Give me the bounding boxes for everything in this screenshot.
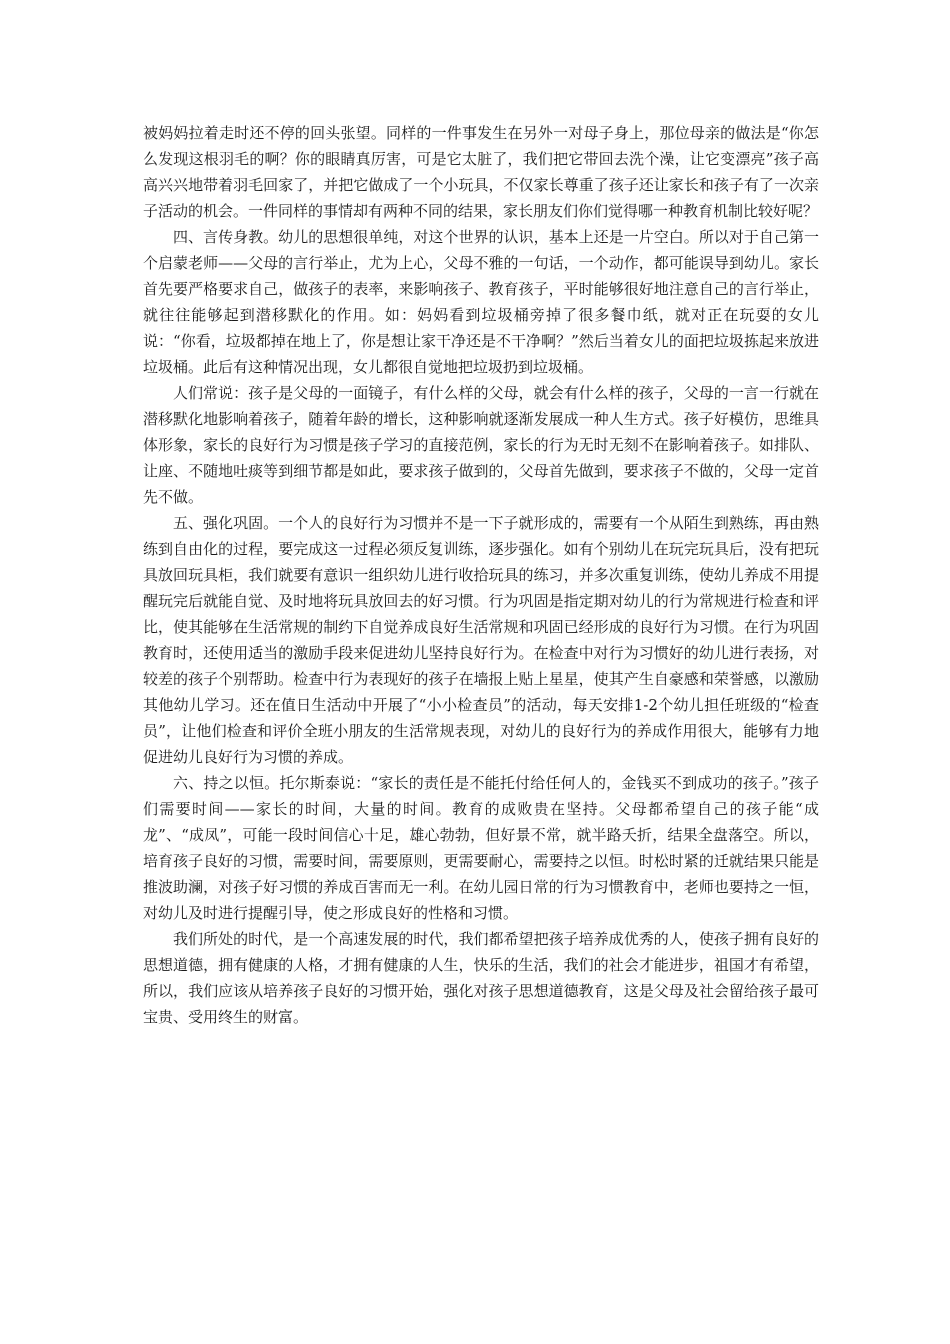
paragraph-section-six: 六、持之以恒。托尔斯泰说：“家长的责任是不能托付给任何人的，金钱买不到成功的孩子。”孩子们需要时间——家长的时间，大量的时间。教育的成败贵在坚持。父母都希望自己的孩子能“成龙”、“成凤”，可能一段时间信心十足，雄心勃勃，但好景不常，就半路夭折，结果全盘落空。所以，培育孩子良好的习惯，需要时间，需要原则，更需要耐心，需要持之以恒。时松时紧的迁就结果只能是推波助澜，对孩子好习惯的养成百害而无一利。在幼儿园日常的行为习惯教育中，老师也要持之一恒，对幼儿及时进行提醒引导，使之形成良好的性格和习惯。: [143, 774, 819, 922]
paragraph-conclusion: 我们所处的时代，是一个高速发展的时代，我们都希望把孩子培养成优秀的人，使孩子拥有良好的思想道德，拥有健康的人格，才拥有健康的人生，快乐的生活，我们的社会才能进步，祖国才有希望，所以，我们应该从培养孩子良好的习惯开始，强化对孩子思想道德教育，这是父母及社会留给孩子最可宝贵、受用终生的财富。: [143, 930, 819, 1026]
document-page: [143, 120, 819, 1030]
paragraph-section-five: 五、强化巩固。一个人的良好行为习惯并不是一下子就形成的，需要有一个从陌生到熟练，再由熟练到自由化的过程，要完成这一过程必须反复训练，逐步强化。如有个别幼儿在玩完玩具后，没有把玩具放回玩具柜，我们就要有意识一组织幼儿进行收拾玩具的练习，并多次重复训练，使幼儿养成不用提醒玩完后就能自觉、及时地将玩具放回去的好习惯。行为巩固是指定期对幼儿的行为常规进行检查和评比，使其能够在生活常规的制约下自觉养成良好生活常规和巩固已经形成的良好行为习惯。在行为巩固教育时，还使用适当的激励手段来促进幼儿坚持良好行为。在检查中对行为习惯好的幼儿进行表扬，对较差的孩子个别帮助。检查中行为表现好的孩子在墙报上贴上星星，使其产生自豪感和荣誉感，以激励其他幼儿学习。还在值日生活动中开展了“小小检查员”的活动，每天安排1-2个幼儿担任班级的“检查员”，让他们检查和评价全班小朋友的生活常规表现，对幼儿的良好行为的养成作用很大，能够有力地促进幼儿良好行为习惯的养成。: [143, 514, 819, 766]
paragraph-continuation: 被妈妈拉着走时还不停的回头张望。同样的一件事发生在另外一对母子身上，那位母亲的做法是“你怎么发现这根羽毛的啊？你的眼睛真厉害，可是它太脏了，我们把它带回去洗个澡，让它变漂亮”孩子高高兴兴地带着羽毛回家了，并把它做成了一个小玩具，不仅家长尊重了孩子还让家长和孩子有了一次亲子活动的机会。一件同样的事情却有两种不同的结果，家长朋友们你们觉得哪一种教育机制比较好呢？: [143, 124, 819, 220]
paragraph-section-four: 四、言传身教。幼儿的思想很单纯，对这个世界的认识，基本上还是一片空白。所以对于自己第一个启蒙老师——父母的言行举止，尤为上心，父母不雅的一句话，一个动作，都可能误导到幼儿。家长首先要严格要求自己，做孩子的表率，来影响孩子、教育孩子，平时能够很好地注意自己的言行举止，就往往能够起到潜移默化的作用。如：妈妈看到垃圾桶旁掉了很多餐巾纸，就对正在玩耍的女儿说：“你看，垃圾都掉在地上了，你是想让家干净还是不干净啊？”然后当着女儿的面把垃圾拣起来放进垃圾桶。此后有这种情况出现，女儿都很自觉地把垃圾扔到垃圾桶。: [143, 228, 819, 376]
paragraph-mirror: 人们常说：孩子是父母的一面镜子，有什么样的父母，就会有什么样的孩子，父母的一言一行就在潜移默化地影响着孩子，随着年龄的增长，这种影响就逐渐发展成一种人生方式。孩子好模仿，思维具体形象，家长的良好行为习惯是孩子学习的直接范例，家长的行为无时无刻不在影响着孩子。如排队、让座、不随地吐痰等到细节都是如此，要求孩子做到的，父母首先做到，要求孩子不做的，父母一定首先不做。: [143, 384, 819, 506]
